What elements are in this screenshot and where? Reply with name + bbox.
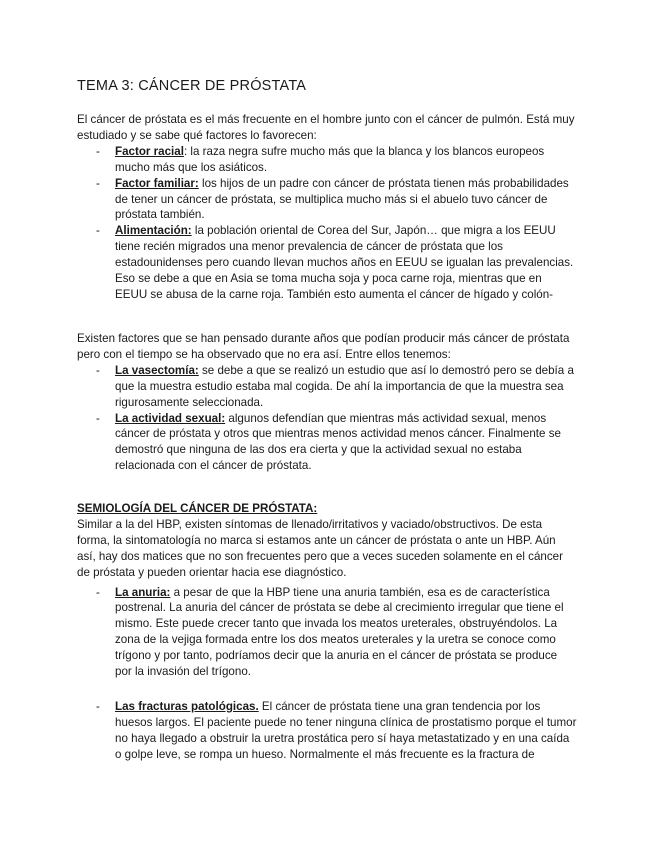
bullet-term: La actividad sexual: xyxy=(115,411,226,425)
bullet-text: a pesar de que la HBP tiene una anuria también, esa es de característica postrenal. La anuria del cáncer de próstata se debe al crecimiento irregular que tiene el mismo. Este puede crecer tanto que invada los meatos ureterales, obstruyéndolos. La zona de la vejiga formada entre los dos meatos ureterales y la uretra se conoce como trígono y por tanto, podríamos decir que la anuria en el cáncer de próstata se produce por la invasión del trígono. xyxy=(115,585,564,679)
bullet-term: Las fracturas patológicas. xyxy=(115,699,259,713)
document-title: TEMA 3: CÁNCER DE PRÓSTATA xyxy=(77,78,307,94)
bullet-text: se debe a que se realizó un estudio que así lo demostró pero se debía a que la muestra estudio estaba mal cogida. De ahí la importancia de que la muestra sea rigurosamente seleccionada. xyxy=(115,363,574,409)
bullet-text: los hijos de un padre con cáncer de próstata tienen más probabilidades de tener un cáncer de próstata, se multiplica mucho más si el abuelo tuvo cáncer de próstata también. xyxy=(115,176,569,222)
bullet-dash: - xyxy=(96,699,100,713)
bullet-dash: - xyxy=(96,585,100,599)
bullet-term: La vasectomía: xyxy=(115,363,199,377)
factors-paragraph: Existen factores que se han pensado durante años que podían producir más cáncer de próstata pero con el tiempo se ha observado que no era así. Entre ellos tenemos: xyxy=(77,332,570,361)
semiologia-section xyxy=(77,501,577,763)
list-item xyxy=(77,176,577,224)
list-item xyxy=(77,363,577,411)
bullet-dash: - xyxy=(96,363,100,377)
bullet-term: Factor racial xyxy=(115,144,184,158)
bullet-text: algunos defendían que mientras más actividad sexual, menos cáncer de próstata y otros que mientras menos actividad menos cáncer. Finalmente se demostró que ninguna de las dos era cierta y que la actividad sexual no estaba relacionada con el cáncer de próstata. xyxy=(115,411,561,473)
bullet-text: la población oriental de Corea del Sur, Japón… que migra a los EEUU tiene recién migrados una menor prevalencia de cáncer de próstata que los estadounidenses pero cuando llevan muchos años en EEUU se igualan las prevalencias. Eso se debe a que en Asia se toma mucha soja y poca carne roja, mientras que en EEUU se abusa de la carne roja. También esto aumenta el cáncer de hígado y colón- xyxy=(115,224,574,301)
semiologia-list-2 xyxy=(77,699,577,763)
semiologia-list-1 xyxy=(77,585,577,680)
bullet-term: Alimentación: xyxy=(115,224,192,238)
discarded-factors-list xyxy=(77,363,577,474)
list-item xyxy=(77,223,577,303)
bullet-term: La anuria: xyxy=(115,585,171,599)
intro-section xyxy=(77,112,577,303)
semiologia-paragraph: Similar a la del HBP, existen síntomas de llenado/irritativos y vaciado/obstructivos. De esta forma, la sintomatología no marca si estamos ante un cáncer de próstata o ante un HBP. Aún así, hay dos matices que no son frecuentes pero que a veces suceden solamente en el cáncer de próstata y pueden orientar hacia ese diagnóstico. xyxy=(77,517,563,579)
bullet-dash: - xyxy=(96,144,100,158)
bullet-text: : la raza negra sufre mucho más que la blanca y los blancos europeos mucho más que los asiáticos. xyxy=(115,144,545,174)
list-item xyxy=(77,699,577,763)
bullet-dash: - xyxy=(96,411,100,425)
bullet-text: El cáncer de próstata tiene una gran tendencia por los huesos largos. El paciente puede no tener ninguna clínica de prostatismo porque el tumor no haya llegado a obstruir la uretra prostática pero sí haya metastatizado y en una caída o golpe leve, se rompa un hueso. Normalmente el más frecuente es la fractura de xyxy=(115,699,577,761)
section-heading: SEMIOLOGÍA DEL CÁNCER DE PRÓSTATA: xyxy=(77,502,318,515)
bullet-term: Factor familiar: xyxy=(115,176,199,190)
intro-paragraph: El cáncer de próstata es el más frecuente en el hombre junto con el cáncer de pulmón. Está muy estudiado y se sabe qué factores lo favorecen: xyxy=(77,113,575,142)
risk-factors-list xyxy=(77,144,577,303)
bullet-dash: - xyxy=(96,176,100,190)
list-item xyxy=(77,144,577,176)
bullet-dash: - xyxy=(96,224,100,238)
list-item xyxy=(77,411,577,475)
factors-section xyxy=(77,331,577,474)
list-item xyxy=(77,585,577,680)
